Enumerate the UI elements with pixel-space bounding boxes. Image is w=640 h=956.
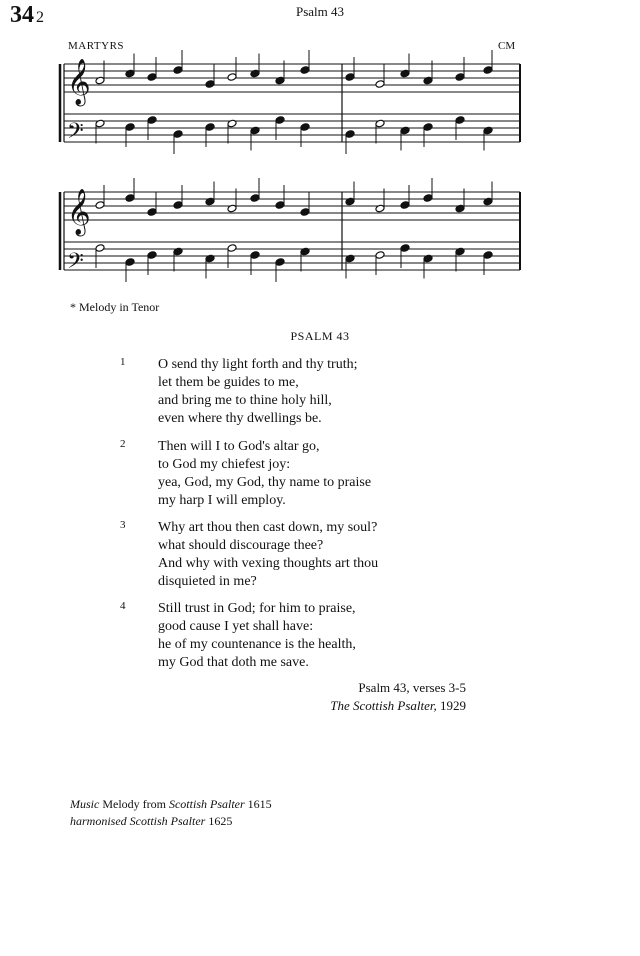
verse-number: 4 <box>120 600 126 612</box>
notehead <box>95 201 105 210</box>
bass-clef-icon: 𝄢 <box>67 119 84 149</box>
notehead <box>423 123 433 132</box>
notehead <box>205 80 215 89</box>
notehead <box>147 208 157 217</box>
notehead <box>400 201 410 210</box>
notehead <box>275 258 285 267</box>
verse-line: good cause I yet shall have: <box>158 619 314 634</box>
notehead <box>205 123 215 132</box>
clefs <box>67 59 91 279</box>
notehead <box>455 73 465 82</box>
notehead <box>300 66 310 75</box>
notehead <box>125 194 135 203</box>
scripture-source: Psalm 43, verses 3-5 <box>358 680 466 695</box>
verse-line: my God that doth me save. <box>158 655 309 670</box>
notehead <box>375 251 385 260</box>
melody-footnote: * Melody in Tenor <box>70 300 160 314</box>
music-score <box>0 0 640 300</box>
music-credits <box>70 796 272 830</box>
bar-lines <box>60 64 520 270</box>
music-credit-line: Music Melody from Scottish Psalter 1615 <box>70 797 272 811</box>
notehead <box>483 251 493 260</box>
verse-line: he of my countenance is the health, <box>158 637 356 652</box>
notehead <box>147 73 157 82</box>
notehead <box>400 244 410 253</box>
notehead <box>300 208 310 217</box>
notehead <box>300 123 310 132</box>
notehead <box>250 251 260 260</box>
bass-clef-icon: 𝄢 <box>67 249 84 279</box>
psalter-source: The Scottish Psalter, 1929 <box>330 698 466 713</box>
notehead <box>147 116 157 125</box>
psalm-heading: PSALM 43 <box>290 329 350 343</box>
notehead <box>227 73 237 82</box>
treble-clef-icon: 𝄞 <box>67 189 91 235</box>
verse-line: yea, God, my God, thy name to praise <box>158 475 372 490</box>
verse-line: Why art thou then cast down, my soul? <box>158 520 378 535</box>
notehead <box>345 130 355 139</box>
verse-line: O send thy light forth and thy truth; <box>158 357 358 372</box>
verse-number: 3 <box>120 519 126 531</box>
verse-line: disquieted in me? <box>158 574 257 589</box>
notehead <box>125 123 135 132</box>
notehead <box>147 251 157 260</box>
notehead <box>375 80 385 89</box>
verse-line: even where thy dwellings be. <box>158 411 322 426</box>
notehead <box>227 244 237 253</box>
notehead <box>483 66 493 75</box>
verse-line: what should discourage thee? <box>158 538 324 553</box>
verse-number: 2 <box>120 438 126 450</box>
verse-line: And why with vexing thoughts art thou <box>158 556 379 571</box>
hymn-number: 34 2 <box>10 2 44 28</box>
meter: CM <box>498 40 516 52</box>
treble-clef-icon: 𝄞 <box>67 59 91 105</box>
notehead <box>455 116 465 125</box>
notehead <box>125 258 135 267</box>
notehead <box>173 66 183 75</box>
notehead <box>250 194 260 203</box>
notehead <box>173 201 183 210</box>
notehead <box>173 130 183 139</box>
notehead <box>275 201 285 210</box>
notehead <box>423 194 433 203</box>
tune-name: MARTYRS <box>68 40 125 52</box>
harmony-credit-line: harmonised Scottish Psalter 1625 <box>70 814 233 828</box>
staff-lines <box>64 64 520 270</box>
notehead <box>275 116 285 125</box>
running-title: Psalm 43 <box>295 4 345 19</box>
notehead <box>345 73 355 82</box>
hymn-sub-number: 2 <box>36 9 44 26</box>
verse-line: Still trust in God; for him to praise, <box>158 601 356 616</box>
verse-line: let them be guides to me, <box>158 375 299 390</box>
verse-line: to God my chiefest joy: <box>158 457 291 472</box>
notehead <box>95 244 105 253</box>
verse-line: my harp I will employ. <box>158 493 286 508</box>
verse-line: and bring me to thine holy hill, <box>158 393 332 408</box>
verse-number: 1 <box>120 356 126 368</box>
verse-line: Then will I to God's altar go, <box>158 439 320 454</box>
